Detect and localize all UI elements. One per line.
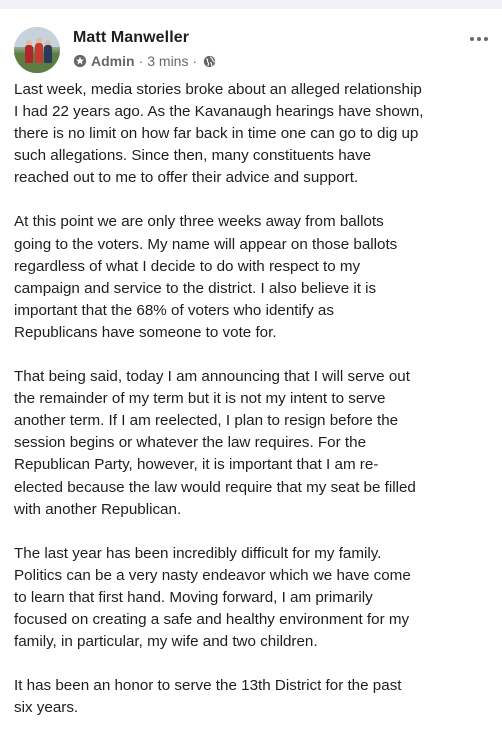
- post-paragraph: [14, 543, 490, 653]
- facebook-post: [0, 9, 502, 716]
- post-meta: [73, 53, 216, 69]
- more-dot: [477, 37, 481, 41]
- post-paragraph: [14, 211, 490, 344]
- meta-separator: ·: [192, 53, 198, 69]
- post-text-line: Republicans have someone to vote for.: [14, 323, 277, 341]
- post-paragraph: [14, 675, 490, 719]
- post-text-line: with another Republican.: [14, 500, 182, 518]
- post-text-line: session begins or whatever the law requires. For the: [14, 434, 367, 452]
- post-text-line: Politics can be a very nasty endeavor which we have come: [14, 566, 411, 584]
- post-header: [0, 9, 502, 73]
- post-text-line: another term. If I am reelected, I plan to resign before the: [14, 412, 399, 430]
- meta-separator: ·: [138, 53, 144, 69]
- post-text-line: I had 22 years ago. As the Kavanaugh hearings have shown,: [14, 103, 424, 121]
- post-text-line: Republican Party, however, it is important that I am re-: [14, 456, 379, 474]
- more-options-icon[interactable]: [470, 37, 488, 41]
- post-text-line: It has been an honor to serve the 13th District for the past: [14, 677, 402, 695]
- post-text-line: to learn that first hand. Moving forward, I am primarily: [14, 588, 373, 606]
- admin-badge-icon: [73, 54, 87, 68]
- post-text: [14, 79, 490, 741]
- post-text-line: campaign and service to the district. I also believe it is: [14, 279, 377, 297]
- post-text-line: important that the 68% of voters who identify as: [14, 301, 334, 319]
- post-text-line: elected because the law would require that my seat be filled: [14, 478, 416, 496]
- more-dot: [470, 37, 474, 41]
- top-divider: [0, 0, 502, 9]
- post-text-line: the remainder of my term but it is not my intent to serve: [14, 390, 386, 408]
- globe-icon[interactable]: [203, 55, 216, 68]
- author-role: Admin: [91, 53, 135, 69]
- post-time[interactable]: 3 mins: [147, 53, 189, 69]
- post-text-line: six years.: [14, 699, 79, 717]
- post-text-line: At this point we are only three weeks away from ballots: [14, 213, 384, 231]
- more-dot: [484, 37, 488, 41]
- avatar[interactable]: [14, 27, 60, 73]
- post-text-line: Last week, media stories broke about an alleged relationship: [14, 81, 422, 98]
- avatar-figure: [44, 45, 52, 63]
- post-paragraph: [14, 79, 490, 189]
- post-text-line: focused on creating a safe and healthy environment for my: [14, 610, 410, 628]
- post-text-line: That being said, today I am announcing that I will serve out: [14, 368, 410, 386]
- post-text-line: The last year has been incredibly difficult for my family.: [14, 544, 382, 562]
- post-text-line: regardless of what I decide to do with respect to my: [14, 257, 361, 275]
- avatar-figure: [25, 45, 33, 63]
- post-paragraph: [14, 366, 490, 521]
- post-text-line: there is no limit on how far back in time one can go to dig up: [14, 125, 419, 143]
- post-text-line: family, in particular, my wife and two children.: [14, 633, 318, 651]
- post-text-line: going to the voters. My name will appear on those ballots: [14, 235, 398, 253]
- post-text-line: such allegations. Since then, many constituents have: [14, 147, 372, 165]
- avatar-figure: [35, 43, 43, 63]
- post-text-line: reached out to me to offer their advice and support.: [14, 169, 359, 187]
- author-name[interactable]: Matt Manweller: [73, 29, 190, 46]
